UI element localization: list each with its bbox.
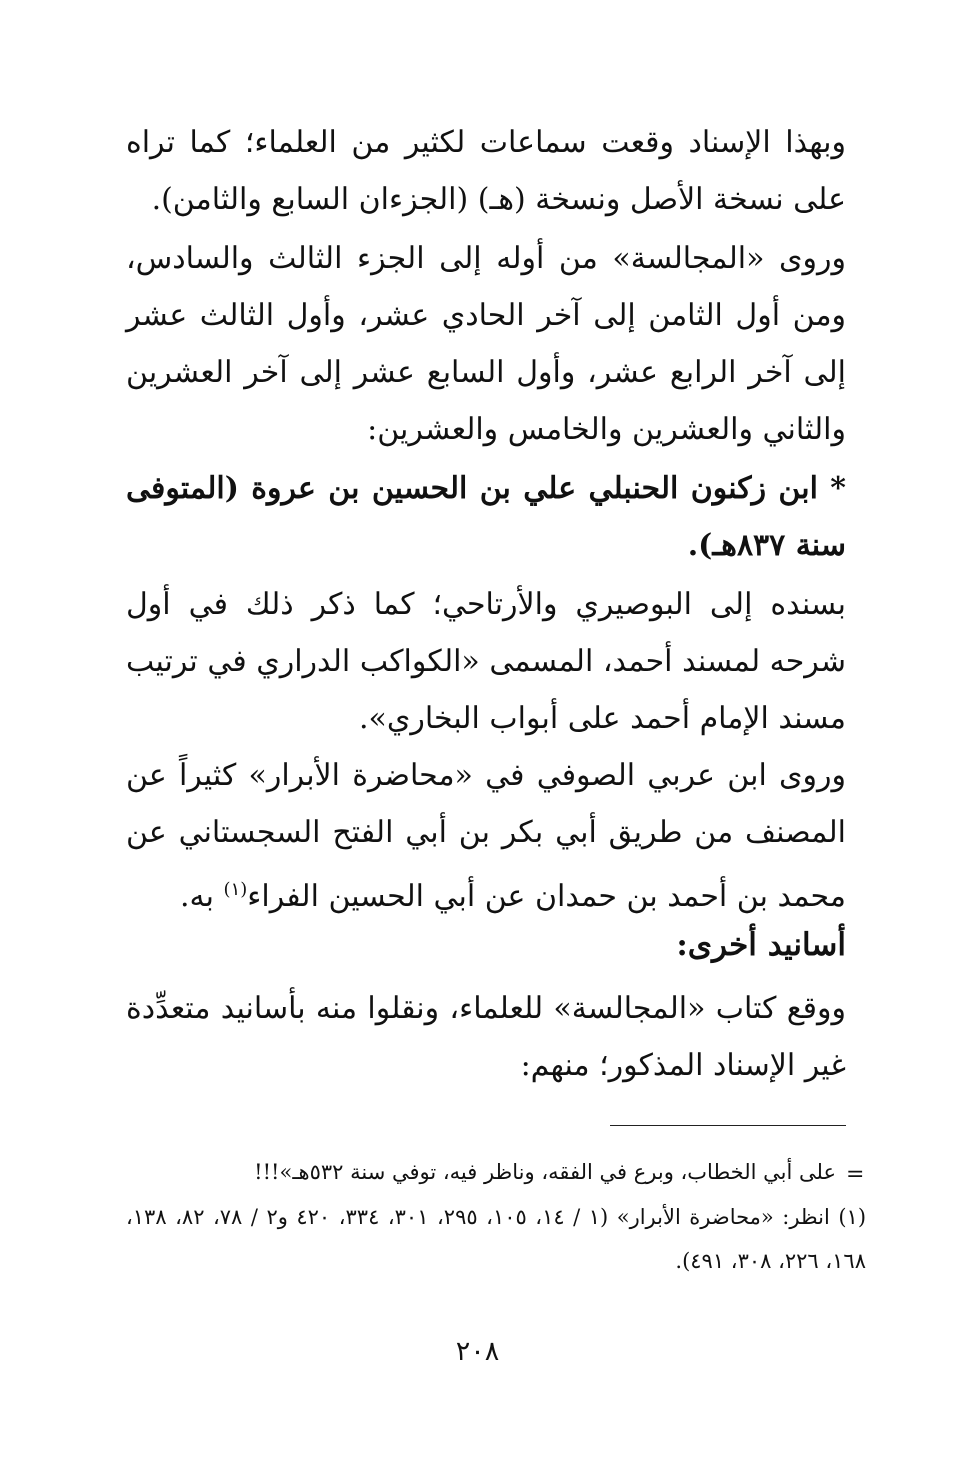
- paragraph-4: بسنده إلى البوصيري والأرتاحي؛ كما ذكر ذلك في أول شرحه لمسند أحمد، المسمى «الكواكب الدراري في ترتيب مسند الإمام أحمد على أبواب البخاري».: [126, 587, 846, 736]
- main-text: [126, 0, 846, 1100]
- footnote-reference: (١): [223, 879, 248, 900]
- paragraph-1: وبهذا الإسناد وقعت سماعات لكثير من العلماء؛ كما تراه على نسخة الأصل ونسخة (هـ) (الجزءان السابع والثامن).: [126, 125, 846, 217]
- footnote-divider: [610, 1125, 846, 1126]
- paragraph-2: وروى «المجالسة» من أوله إلى الجزء الثالث والسادس، ومن أول الثامن إلى آخر الحادي عشر، وأول الثالث عشر إلى آخر الرابع عشر، وأول السابع عشر إلى آخر العشرين والثاني والعشرين والخامس والعشرين:: [126, 241, 846, 447]
- section-heading: أسانيد أخرى:: [676, 927, 846, 963]
- paragraph-5-text: وروى ابن عربي الصوفي في «محاضرة الأبرار» كثيراً عن المصنف من طريق أبي بكر بن أبي الفتح السجستاني عن محمد بن أحمد بن حمدان عن أبي الحسين الفراء: [126, 758, 846, 914]
- paragraph-6: ووقع كتاب «المجالسة» للعلماء، ونقلوا منه بأسانيد متعدِّدة غير الإسناد المذكور؛ منهم:: [126, 991, 846, 1083]
- footnote-continuation-mark: =: [846, 1162, 865, 1187]
- footnote-continuation: على أبي الخطاب، وبرع في الفقه، وناظر فيه، توفي سنة ٥٣٢هـ»!!!: [254, 1160, 836, 1184]
- paragraph-5: [126, 747, 846, 925]
- paragraph-3-entry: * ابن زكنون الحنبلي علي بن الحسين بن عروة (المتوفى سنة ٨٣٧هـ).: [126, 471, 846, 563]
- paragraph-5-end: به.: [180, 879, 224, 914]
- page-number: ٢٠٨: [455, 1336, 500, 1367]
- footnote-1: (١) انظر: «محاضرة الأبرار» (١ / ١٤، ١٠٥، ٢٩٥، ٣٠١، ٣٣٤، ٤٢٠ و٢ / ٧٨، ٨٢، ١٣٨، ١٦٨، ٢٢٦، ٣٠٨، ٤٩١).: [126, 1205, 867, 1273]
